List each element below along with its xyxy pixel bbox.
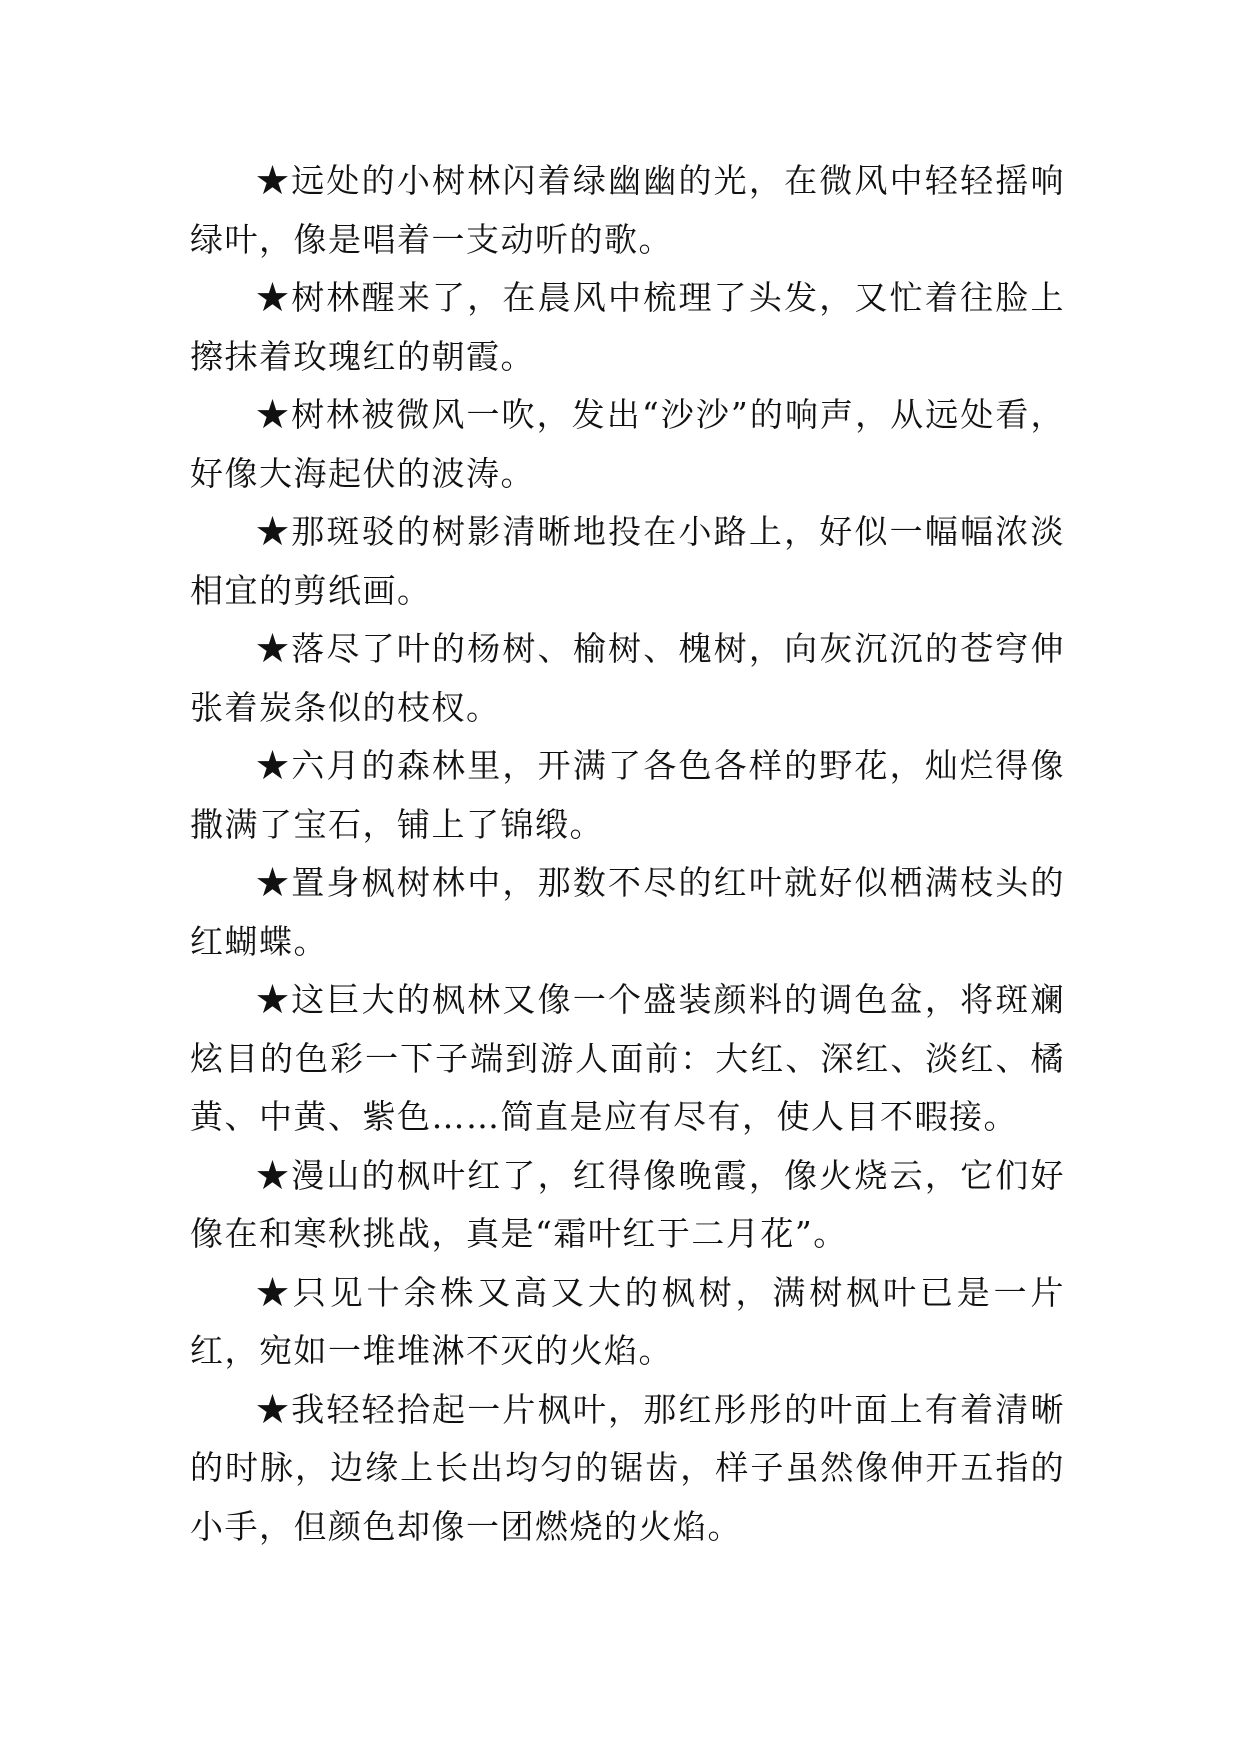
paragraph: ★树林醒来了，在晨风中梳理了头发，又忙着往脸上擦抹着玫瑰红的朝霞。 [190, 278, 1065, 376]
paragraph: ★这巨大的枫林又像一个盛装颜料的调色盆，将斑斓炫目的色彩一下子端到游人面前：大红、深红、淡红、橘黄、中黄、紫色……简直是应有尽有，使人目不暇接。 [190, 980, 1065, 1136]
paragraph: ★我轻轻拾起一片枫叶，那红彤彤的叶面上有着清晰的时脉，边缘上长出均匀的锯齿，样子虽然像伸开五指的小手，但颜色却像一团燃烧的火焰。 [190, 1389, 1065, 1546]
paragraph: ★漫山的枫叶红了，红得像晚霞，像火烧云，它们好像在和寒秋挑战，真是“霜叶红于二月花”。 [190, 1155, 1065, 1253]
paragraph: ★远处的小树林闪着绿幽幽的光，在微风中轻轻摇响绿叶，像是唱着一支动听的歌。 [190, 161, 1065, 259]
paragraph: ★树林被微风一吹，发出“沙沙”的响声，从远处看，好像大海起伏的波涛。 [190, 395, 1065, 493]
paragraph: ★只见十余株又高又大的枫树，满树枫叶已是一片红，宛如一堆堆淋不灭的火焰。 [190, 1272, 1065, 1370]
paragraph: ★落尽了叶的杨树、榆树、槐树，向灰沉沉的苍穹伸张着炭条似的枝杈。 [190, 629, 1065, 727]
paragraph: ★置身枫树林中，那数不尽的红叶就好似栖满枝头的红蝴蝶。 [190, 863, 1065, 961]
paragraph: ★那斑驳的树影清晰地投在小路上，好似一幅幅浓淡相宜的剪纸画。 [190, 512, 1065, 610]
paragraph: ★六月的森林里，开满了各色各样的野花，灿烂得像撒满了宝石，铺上了锦缎。 [190, 746, 1065, 844]
document-body [190, 152, 1065, 1556]
